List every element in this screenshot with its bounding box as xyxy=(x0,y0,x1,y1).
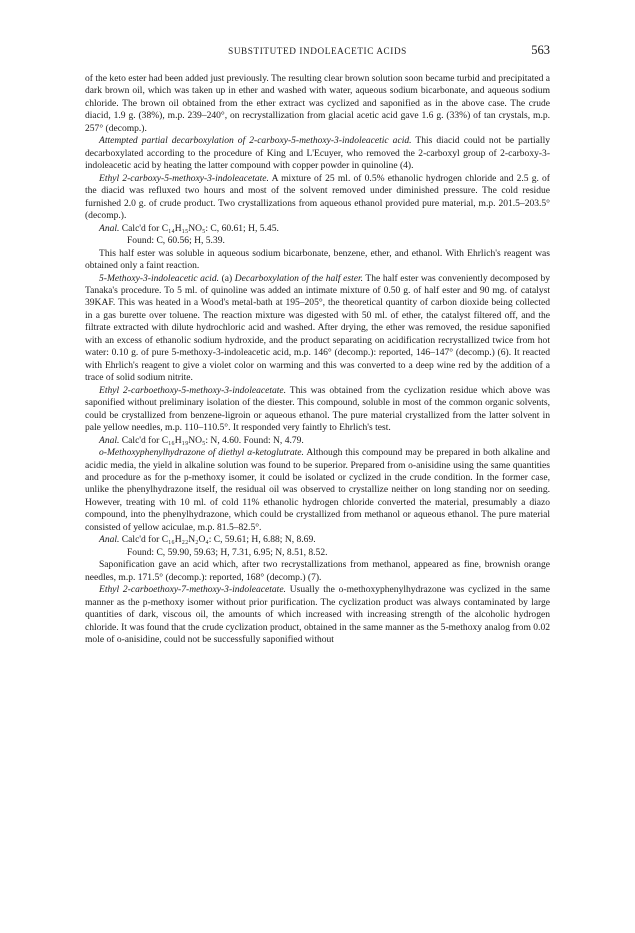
paragraph-half-ester-solubility: This half ester was soluble in aqueous sodium bicarbonate, benzene, ether, and ethanol. With Ehrlich's reagent was obtained only a faint reaction. xyxy=(85,247,550,272)
section-heading: Ethyl 2-carboxy-5-methoxy-3-indoleacetate. xyxy=(99,172,269,184)
paragraph-methoxy-indoleacetic-acid xyxy=(85,273,550,385)
paragraph-continuation: of the keto ester had been added just previously. The resulting clear brown solution soon became turbid and precipitated a dark brown oil, which was taken up in ether and washed with water, aqueous sodium bicarbonate, and aqueous sodium chloride. The brown oil obtained from the ether extract was cyclized and saponified as in the above case. The crude diacid, 1.9 g. (38%), m.p. 239–240°, on recrystallization from glacial acetic acid gave 1.6 g. (33%) of tan crystals, m.p. 257° (decomp.). xyxy=(85,73,550,134)
page-header xyxy=(85,44,550,60)
analysis-label: Anal. xyxy=(99,222,120,234)
analysis-calc: Calc'd for C₁₆H₂₂N₂O₄: C, 59.61; H, 6.88; N, 8.69. xyxy=(119,534,316,546)
paragraph-saponification: Saponification gave an acid which, after two recrystallizations from methanol, appeared as fine, brownish orange needles, m.p. 171.5° (decomp.): reported, 168° (decomp.) (7). xyxy=(85,559,550,583)
paragraph-text: The half ester was conveniently decomposed by Tanaka's procedure. To 5 ml. of quinoline was added an intimate mixture of 0.50 g. of half ester and 90 mg. of catalyst 39KAF. This was heated in a Wood's metal-bath at 195–205°, the theoretical quantity of carbon dioxide being collected in a gas burette over toluene. The reaction mixture was digested with 50 ml. of ether, the catalyst filtered off, and the filtrate extracted with dilute hydrochloric acid and washed. After drying, the ether was removed, the residue saponified with an excess of ethanolic sodium hydroxide, and the product separating on acidification recrystallized twice from hot water: 0.10 g. of pure 5-methoxy-3-indoleacetic acid, m.p. 146° (decomp.): reported, 146–147° (decomp.) (6). It reacted with Ehrlich's reagent to give a violet color on warming and this was converted to a deep wine red by the addition of a trace of solid sodium nitrite. xyxy=(85,272,551,384)
paragraph-attempted-decarboxylation xyxy=(85,135,550,172)
paragraph-text: A mixture of 25 ml. of 0.5% ethanolic hydrogen chloride and 2.5 g. of the diacid was refluxed two hours and most of the solvent removed under diminished pressure. The cold residue furnished 2.0 g. of crude product. Two crystallizations from aqueous ethanol provided pure material, m.p. 201.5–203.5° (decomp.). xyxy=(85,172,550,222)
page-number: 563 xyxy=(531,43,550,57)
analysis-line xyxy=(85,223,550,235)
section-heading: o-Methoxyphenylhydrazone of diethyl α-ketoglutrate. xyxy=(99,447,304,459)
paragraph-text: Although this compound may be prepared in both alkaline and acidic media, the yield in alkaline solution was found to be superior. Prepared from o-anisidine using the same quantities and procedure as for the p-methoxy isomer, it could be isolated or cyclized in the crude condition. In the former case, unlike the phenylhydrazone itself, the residual oil was observed to crystallize neither on long standing nor on seeding. However, treating with 10 ml. of cold 11% ethanolic hydrogen chloride converted the material, presumably a diazo compound, into the phenylhydrazone, which could be crystallized from methanol or aqueous ethanol. The pure material consisted of yellow aciculae, m.p. 81.5–82.5°. xyxy=(85,447,551,533)
section-heading: Attempted partial decarboxylation of 2-carboxy-5-methoxy-3-indoleacetic acid. xyxy=(99,135,412,147)
analysis-calc: Calc'd for C₁₄H₁₅NO₅: C, 60.61; H, 5.45. xyxy=(119,222,279,234)
section-heading: Ethyl 2-carboethoxy-5-methoxy-3-indoleacetate. xyxy=(99,384,287,396)
paragraph-ethyl-carboethoxy-5-methoxy xyxy=(85,385,550,435)
section-heading: Ethyl 2-carboethoxy-7-methoxy-3-indoleacetate. xyxy=(99,584,286,596)
analysis-found: Found: C, 59.90, 59.63; H, 7.31, 6.95; N, 8.51, 8.52. xyxy=(127,546,328,558)
paragraph-text: Usually the o-methoxyphenylhydrazone was cyclized in the same manner as the p-methoxy isomer without prior purification. The cyclization product was always contaminated by large quantities of dark, viscous oil, the amounts of which increased with increasing strength of the alcoholic hydrogen chloride. It was found that the crude cyclization product, obtained in the same manner as the 5-methoxy analog from 0.02 mole of o-anisidine, could not be successfully saponified without xyxy=(85,584,550,646)
paragraph-ethyl-carboethoxy-7-methoxy xyxy=(85,584,550,646)
paragraph-ethyl-carboxy-ester xyxy=(85,173,550,223)
paragraph-text: This diacid could not be partially decarboxylated according to the procedure of King and L'Ecuyer, who removed the 2-carboxyl group of 2-carboxy-3-indoleacetic acid by heating the latter compound with copper powder in quinoline (4). xyxy=(85,135,550,172)
paragraph-methoxyphenylhydrazone xyxy=(85,447,550,534)
sub-marker: (a) xyxy=(219,272,235,284)
analysis-label: Anal. xyxy=(99,434,120,446)
analysis-found: Found: C, 60.56; H, 5.39. xyxy=(127,235,225,247)
subsection-heading: Decarboxylation of the half ester. xyxy=(234,272,364,284)
analysis-line xyxy=(85,534,550,546)
paragraph-text: This was obtained from the cyclization residue which above was saponified without preliminary isolation of the diester. This compound, soluble in most of the common organic solvents, could be crystallized from benzene-ligroin or aqueous ethanol. The pure material crystallized from the latter solvent in pale yellow needles, m.p. 110–110.5°. It responded very faintly to Ehrlich's test. xyxy=(85,384,550,434)
body-text xyxy=(85,73,550,647)
section-heading: 5-Methoxy-3-indoleacetic acid. xyxy=(99,272,219,284)
analysis-label: Anal. xyxy=(99,534,120,546)
running-title: SUBSTITUTED INDOLEACETIC ACIDS xyxy=(228,46,407,56)
analysis-line xyxy=(85,435,550,447)
analysis-calc: Calc'd for C₁₆H₁₉NO₅: N, 4.60. Found: N, 4.79. xyxy=(119,434,304,446)
